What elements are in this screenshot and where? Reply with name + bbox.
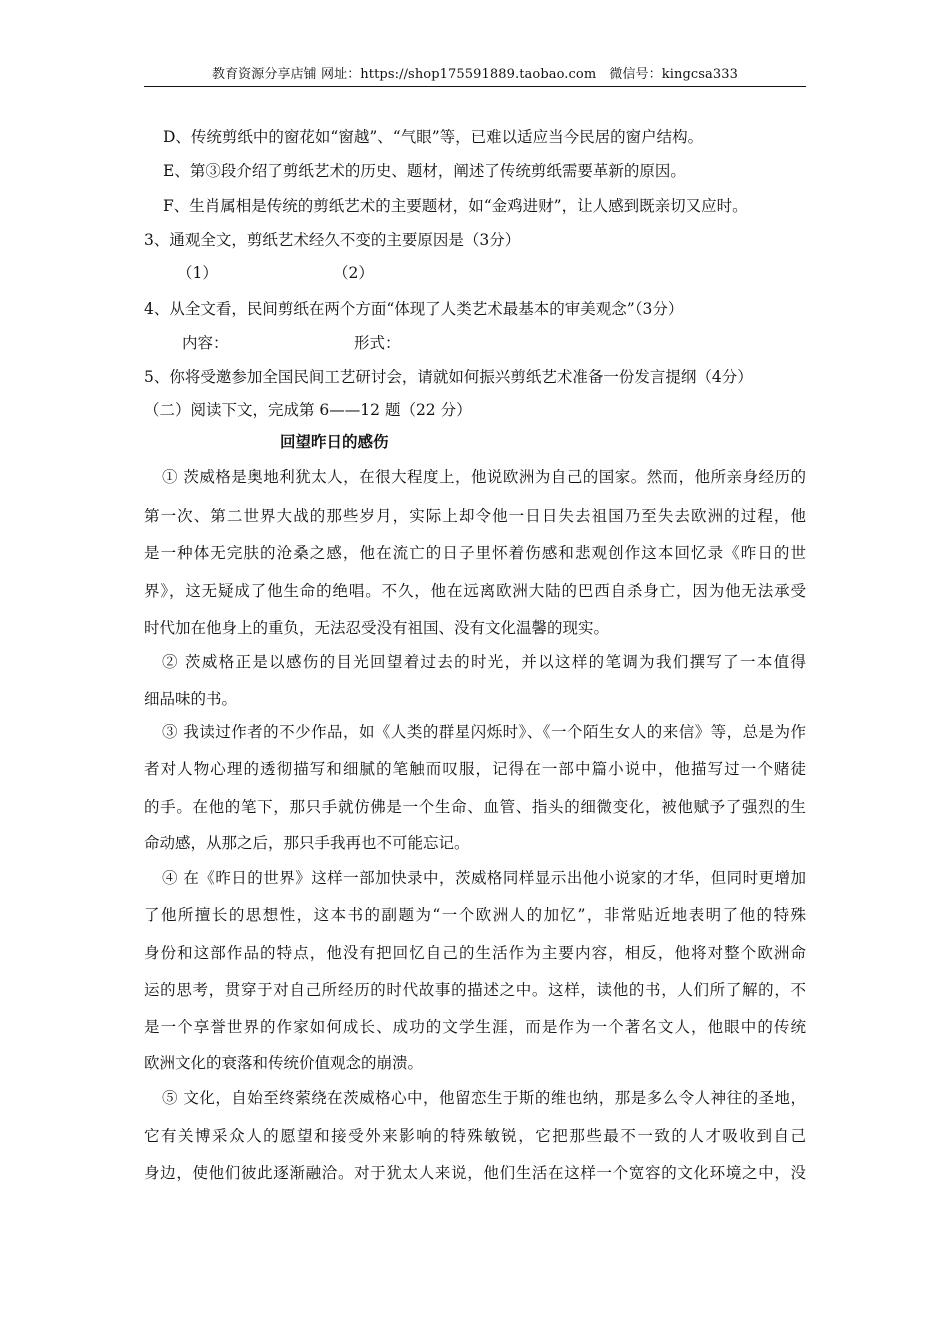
question-5: 5、你将受邀参加全国民间工艺研讨会，请就如何振兴剪纸艺术准备一份发言提纲（4分） [144, 368, 753, 386]
section-2-heading: （二）阅读下文，完成第 6——12 题（22 分） [144, 401, 472, 419]
question-3: 3、通观全文，剪纸艺术经久不变的主要原因是（3分） [144, 231, 521, 249]
article-line: ④ 在《昨日的世界》这样一部加快录中，茨威格同样显示出他小说家的才华，但同时更增加 [162, 869, 806, 887]
question-4-form-label: 形式： [354, 334, 401, 352]
question-3-blank-1: （1） [177, 264, 218, 282]
article-line: 界》，这无疑成了他生命的绝唱。不久，他在远离欧洲大陆的巴西自杀身亡，因为他无法承受 [144, 582, 806, 600]
article-line: 时代加在他身上的重负，无法忍受没有祖国、没有文化温馨的现实。 [144, 619, 610, 637]
article-line: 是一个享誉世界的作家如何成长、成功的文学生涯，而是作为一个著名文人，他眼中的传统 [144, 1018, 806, 1036]
article-line: 身边，使他们彼此逐渐融洽。对于犹太人来说，他们生活在这样一个宽容的文化环境之中，没 [144, 1164, 806, 1182]
article-line: 命动感，从那之后，那只手我再也不可能忘记。 [144, 834, 470, 852]
article-line: 是一种体无完肤的沧桑之感，他在流亡的日子里怀着伤感和悲观创作这本回忆录《昨日的世 [144, 544, 806, 562]
article-line: 了他所擅长的思想性，这本书的副题为“一个欧洲人的加忆”，非常贴近地表明了他的特殊 [144, 906, 806, 924]
option-e: E、第③段介绍了剪纸艺术的历史、题材，阐述了传统剪纸需要革新的原因。 [163, 162, 686, 180]
article-line: ② 茨威格正是以感伤的目光回望着过去的时光，并以这样的笔调为我们撰写了一本值得 [162, 653, 806, 671]
question-4: 4、从全文看，民间剪纸在两个方面“体现了人类艺术最基本的审美观念”（3分） [144, 300, 684, 318]
page-header: 教育资源分享店铺 网址：https://shop175591889.taobao.com 微信号：kingcsa333 [211, 67, 739, 82]
article-line: 它有关博采众人的愿望和接受外来影响的特殊敏锐，它把那些最不一致的人才吸收到自己 [144, 1127, 806, 1145]
article-line: ③ 我读过作者的不少作品，如《人类的群星闪烁时》、《一个陌生女人的来信》等，总是为作 [162, 723, 806, 741]
option-d: D、传统剪纸中的窗花如“窗越”、“气眼”等，已难以适应当今民居的窗户结构。 [163, 128, 704, 146]
article-line: 身份和这部作品的特点，他没有把回忆自己的生活作为主要内容，相反，他将对整个欧洲命 [144, 944, 806, 962]
article-line: 的手。在他的笔下，那只手就仿佛是一个生命、血管、指头的细微变化，被他赋予了强烈的生 [144, 798, 806, 816]
article-line: 欧洲文化的衰落和传统价值观念的崩溃。 [144, 1054, 424, 1072]
article-line: ① 茨威格是奥地利犹太人，在很大程度上，他说欧洲为自己的国家。然而，他所亲身经历的 [162, 468, 806, 486]
question-3-blank-2: （2） [333, 264, 374, 282]
question-4-content-label: 内容： [182, 334, 229, 352]
article-line: ⑤ 文化，自始至终萦绕在茨威格心中，他留恋生于斯的维也纳，那是多么令人神往的圣地， [162, 1089, 806, 1107]
option-f: F、生肖属相是传统的剪纸艺术的主要题材，如“金鸡进财”，让人感到既亲切又应时。 [163, 197, 748, 215]
article-title: 回望昨日的感伤 [280, 432, 389, 451]
header-divider [144, 86, 806, 87]
article-line: 运的思考，贯穿于对自己所经历的时代故事的描述之中。这样，读他的书，人们所了解的，不 [144, 981, 806, 999]
article-line: 者对人物心理的透彻描写和细腻的笔触而叹服，记得在一部中篇小说中，他描写过一个赌徒 [144, 760, 806, 778]
article-line: 第一次、第二世界大战的那些岁月，实际上却令他一日日失去祖国乃至失去欧洲的过程，他 [144, 507, 806, 525]
article-line: 细品味的书。 [144, 690, 238, 708]
